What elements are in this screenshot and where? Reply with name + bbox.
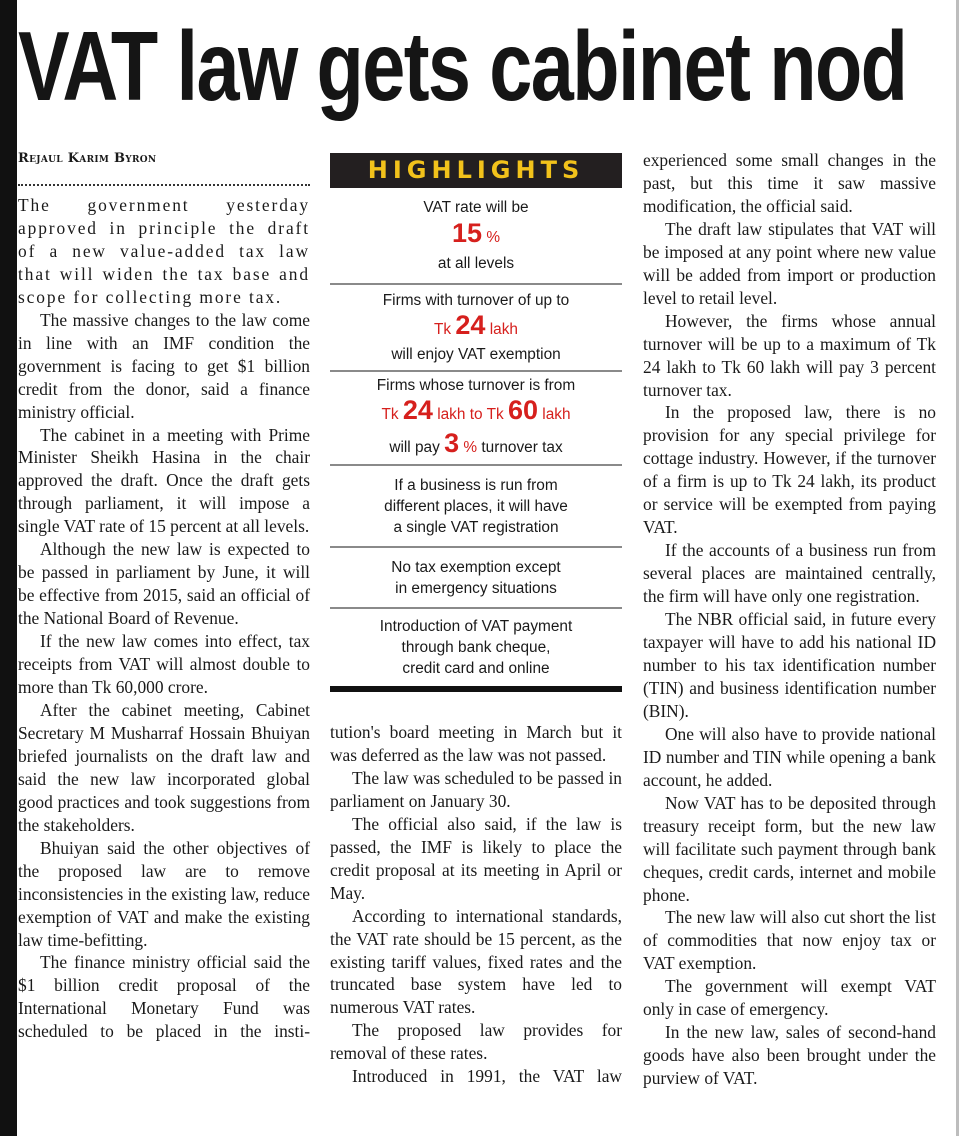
highlight-text: through bank cheque, <box>401 639 551 656</box>
left-margin-rule <box>0 0 17 1136</box>
paragraph: The proposed law provides for removal of these rates. <box>330 1020 622 1064</box>
highlight-text: No tax exemption except <box>391 558 561 576</box>
highlight-item <box>330 548 622 609</box>
highlight-text: will pay <box>389 438 440 456</box>
highlight-value: 15 <box>451 218 483 248</box>
paragraph: The law was scheduled to be passed in parliament on January 30. <box>330 767 622 811</box>
highlight-text: turnover tax <box>481 438 563 456</box>
highlight-unit: lakh <box>542 405 571 423</box>
paragraph: Although the new law is expected to be passed in parliament by June, it will be effective from 2015, said an official of the National Board of Revenue. <box>18 539 310 629</box>
paragraph: According to international standards, the VAT rate should be 15 percent, as the existing tariff values, fixed rates and the truncated base system have led to numerous VAT rates. <box>330 905 622 1018</box>
paragraph: The NBR official said, in future every taxpayer will have to add his national ID number to his tax identification number (TIN) and business identification number (BIN). <box>643 609 936 721</box>
highlight-text: Firms with turnover of up to <box>382 292 570 309</box>
highlight-text: credit card and online <box>402 660 550 677</box>
article-column-1 <box>18 194 310 1043</box>
highlight-text: will enjoy VAT exemption <box>391 346 561 363</box>
paragraph: In the new law, sales of second-hand goods have also been brought under the purview of VAT. <box>643 1022 936 1089</box>
paragraph: The massive changes to the law come in line with an IMF condition the government is facing to get $1 billion credit from the donor, said a finance ministry official. <box>18 309 310 422</box>
article-column-2 <box>330 721 622 1088</box>
paragraph: The government yesterday approved in principle the draft of a new value-added tax law that will widen the tax base and scope for collecting more tax. <box>18 195 310 307</box>
highlights-title: HIGHLIGHTS <box>330 153 622 188</box>
highlight-text: at all levels <box>437 255 515 272</box>
highlight-unit: % <box>463 438 478 456</box>
paragraph: Bhuiyan said the other objectives of the proposed law are to remove inconsistencies in the existing law, reduce exemption of VAT and make the existing law time-befitting. <box>18 837 310 950</box>
highlight-prefix: Tk <box>434 321 452 338</box>
paragraph: The cabinet in a meeting with Prime Minister Sheikh Hasina in the chair approved the draft. Once the draft gets through parliament, it will impose a single VAT rate of 15 percent at all levels. <box>18 424 310 537</box>
headline: VAT law gets cabinet nod <box>18 11 907 121</box>
highlight-connector: to <box>469 405 483 423</box>
highlight-text: in emergency situations <box>395 579 557 597</box>
highlight-unit: lakh <box>437 405 466 423</box>
highlight-value: 24 <box>455 310 486 340</box>
paragraph: tution's board meeting in March but it was deferred as the law was not passed. <box>330 722 622 765</box>
highlight-unit: lakh <box>489 321 518 338</box>
highlight-value: 60 <box>507 394 538 425</box>
highlight-item <box>330 466 622 548</box>
highlight-text: VAT rate will be <box>423 199 529 216</box>
paragraph: However, the firms whose annual turnover will be up to a maximum of Tk 24 lakh to Tk 60 lakh will pay 3 percent turnover tax. <box>643 310 936 400</box>
highlight-prefix: Tk <box>381 405 399 423</box>
paragraph: experienced some small changes in the past, but this time it saw massive modification, the official said. <box>643 150 936 216</box>
highlight-item <box>330 285 622 372</box>
byline-divider <box>18 184 310 186</box>
highlight-prefix: Tk <box>486 405 504 423</box>
highlight-text: Introduction of VAT payment <box>379 618 573 635</box>
paragraph: The government will exempt VAT only in case of emergency. <box>643 976 936 1020</box>
byline: Rejaul Karim Byron <box>18 151 157 166</box>
highlight-text: If a business is run from <box>394 476 558 494</box>
highlight-item <box>330 188 622 285</box>
highlight-text: a single VAT registration <box>393 518 559 536</box>
article-column-3 <box>643 149 936 1090</box>
highlight-item <box>330 372 622 466</box>
paragraph: The official also said, if the law is passed, the IMF is likely to place the credit proposal at its meeting in April or May. <box>330 813 622 903</box>
paragraph: Introduced in 1991, the VAT law <box>352 1066 622 1087</box>
paragraph: If the accounts of a business run from several places are maintained centrally, the firm will have only one registration. <box>643 540 936 607</box>
paragraph: The draft law stipulates that VAT will be imposed at any point where new value will be added from import or production level to retail level. <box>643 218 936 308</box>
paragraph: Now VAT has to be deposited through treasury receipt form, but the new law will facilitate such payment through bank cheques, credit cards, internet and mobile phone. <box>643 792 936 905</box>
highlight-item <box>330 609 622 692</box>
highlight-unit: % <box>486 229 500 246</box>
paragraph: The new law will also cut short the list of commodities that now enjoy tax or VAT exemption. <box>643 907 936 974</box>
highlight-value: 24 <box>402 394 433 425</box>
highlights-box <box>330 153 622 692</box>
paragraph: If the new law comes into effect, tax receipts from VAT will almost double to more than Tk 60,000 crore. <box>18 631 310 698</box>
paragraph: In the proposed law, there is no provision for any special privilege for cottage industry. However, if the turnover of a firm is up to Tk 24 lakh, its product or service will be exempted from paying VAT. <box>643 402 936 538</box>
paragraph: After the cabinet meeting, Cabinet Secretary M Musharraf Hossain Bhuiyan briefed journalists on the draft law and said the new law incorporated global good practices and took suggestions from the stakeholders. <box>18 699 310 835</box>
highlight-text: different places, it will have <box>384 497 568 515</box>
paragraph: The finance ministry official said the $1 billion credit proposal of the International Monetary Fund was scheduled to be placed in the insti- <box>18 952 310 1042</box>
highlight-value: 3 <box>444 427 460 458</box>
paragraph: One will also have to provide national ID number and TIN while opening a bank account, he added. <box>643 723 936 790</box>
highlight-text: Firms whose turnover is from <box>376 376 576 394</box>
